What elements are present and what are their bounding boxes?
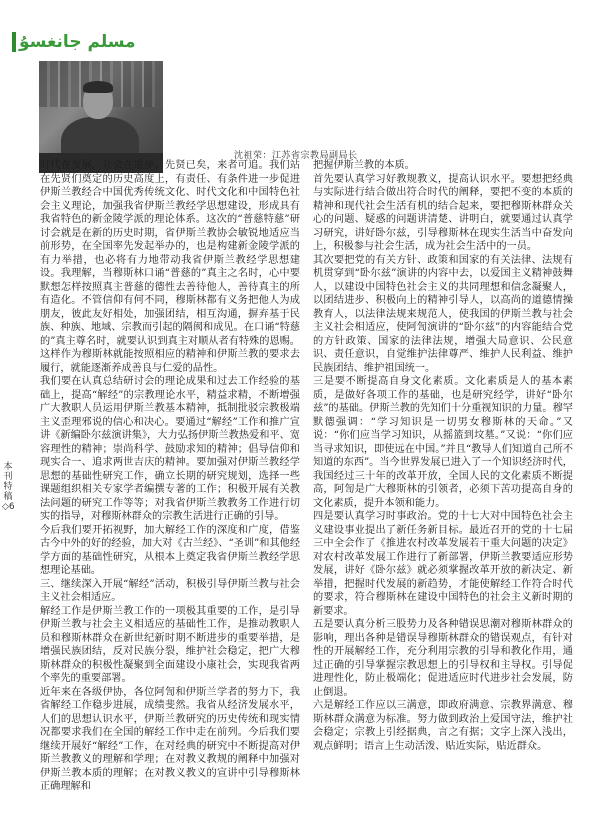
side-page-label: 本刊特稿 ◇6: [2, 462, 15, 512]
paragraph: 三是要不断提高自身文化素质。文化素质是人的基本素质，是做好各项工作的基础，也是研究经学，讲好“卧尔兹”的基础。伊斯兰教的先知们十分重视知识的力量。穆罕默德强调：“学习知识是一切男女穆斯林的天命。”又说：“你们应当学习知识，从摇篮到坟墓。”又说：“你们应当寻求知识，即使远在中国。”并且“教导人们知道自己所不知道的东西”。当今世界发展已进入了一个知识经济时代，我国经过三十年的改革开放，全国人民的文化素质不断提高，阿訇是广大穆斯林的引领者，必须下苦功提高自身的文化素质，提升本领和能力。: [313, 376, 573, 509]
paragraph: 四是要认真学习时事政治。党的十七大对中国特色社会主义建设事业提出了新任务新目标。最近召开的党的十七届三中全会作了《推进农村改革发展若干重大问题的决定》对农村改革发展工作进行了新部署，伊斯兰教要适应形势发展，讲好《卧尔兹》就必须掌握改革开放的新决定、新举措，把握时代发展的新趋势，才能使解经工作符合时代的要求，符合穆斯林在建设中国特色的社会主义新时期的新要求。: [313, 511, 573, 617]
paragraph: 把握伊斯兰教的本质。: [313, 160, 415, 171]
photo-figure-hair: [83, 81, 113, 93]
paragraph: 今后我们要开拓视野，加大解经工作的深度和广度，借鉴古今中外的好的经验，加大对《古兰经》、“圣训”和其他经学方面的基础性研究，从根本上奠定我省伊斯兰教经学思想理论基础。: [40, 524, 300, 576]
paragraph: 近年来在各级伊协，各位阿訇和伊斯兰学者的努力下，我省解经工作稳步进展，成绩斐然。我省从经济发展水平，人们的思想认识水平，伊斯兰教研究的历史传统和现实情况都要求我们在全国的解经工作中走在前列。今后我们要继续开展好“解经”工作，在对经典的研究中不断提高对伊斯兰教教义的理解和学理；在对教义教规的阐释中加强对伊斯兰教本质的理解；在对教义教义的宣讲中引导穆斯林正确理解和: [40, 686, 300, 792]
paragraph: 我们要在认真总结研讨会的理论成果和过去工作经验的基础上，提高“解经”的宗教理论水平，精益求精，不断增强广大教职人员运用伊斯兰教基本精神，抵制批驳宗教极端主义歪理邪说的信心和决心。要通过“解经”工作和推广宣讲《新编卧尔兹演讲集》，大力弘扬伊斯兰教热爱和平、宽容理性的精神；崇尚科学、鼓励求知的精神；倡导信仰和现实合一、追求两世吉庆的精神。要加强对伊斯兰教经学思想的基础性研究工作，确立长期的研究规划，选择一些课题组织相关专家学者编撰专著的工作；积极开展有关教法问题的研究工作等等；对我省伊斯兰教教务工作进行切实的指导，对穆斯林群众的宗教生活进行正确的引导。: [40, 376, 300, 522]
paragraph: 六是解经工作应以三满意，即政府满意、宗教界满意、穆斯林群众满意为标准。努力做到政治上爱国守法，维护社会稳定；宗教上引经据典，言之有据；文字上深入浅出，观点鲜明；语言上生动活泼、贴近实际，贴近群众。: [313, 700, 573, 752]
header-title: مسلم جانغسۇ: [19, 32, 136, 52]
paragraph: 首先要认真学习好教规教义，提高认识水平。要想把经典与实际进行结合做出符合时代的阐释，要把不变的本质的精神和现代社会生活有机的结合起来，要把穆斯林群众关心的问题、疑惑的问题讲清楚、讲明白，就要通过认真学习研究，讲好卧尔兹，引导穆斯林在现实生活当中奋发向上，积极参与社会生活，成为社会生活中的一员。: [313, 173, 573, 252]
section-heading: 三、继续深入开展“解经”活动，积极引导伊斯兰教与社会主义社会相适应。: [40, 578, 300, 603]
paragraph: 其次要把党的有关方针、政策和国家的有关法律、法规有机贯穿到“卧尔兹”演讲的内容中去，以爱国主义精神鼓舞人，以建设中国特色社会主义的共同理想和信念凝聚人，以团结进步、积极向上的精神引导人，以高尚的道德情操教育人，以法律法规来规范人，使我国的伊斯兰教与社会主义社会相适应，使阿訇演讲的“卧尔兹”的内容能结合党的方针政策、国家的法律法规，增强大局意识、公民意识、责任意识，自觉维护法律尊严、维护人民利益、维护民族团结、维护祖国统一。: [313, 254, 573, 374]
paragraph: 时代在发展，社会在进步。先贤已矣，来者可追。我们站在先贤们奠定的历史高度上，有责任、有条件进一步促进伊斯兰教经合中国优秀传统文化、时代文化和中国特色社会主义理论，加强我省伊斯兰教经学思想建设，形成具有我省特色的新金陵学派的理论体系。这次的“普慈特慈”研讨会就是在新的历史时期，省伊斯兰教协会敏锐地适应当前形势，在全国率先发起举办的，也是构建新金陵学派的有力举措，也必将有力地带动我省伊斯兰教经学思想建设。我理解，当穆斯林口诵“普慈的”真主之名时，心中要默想怎样按照真主普慈的德性去善待他人，善待真主的所有造化。不管信仰有何不同，穆斯林都有义务把他人为成朋友，彼此友好相处，加强团结，相互沟通，摒弃基于民族、种族、地域、宗教而引起的隔阂和成见。在口诵“特慈的”真主尊名时，就要认识到真主对顺从者有特殊的恩赐。这样作为穆斯林就能按照相应的精神和伊斯兰教的要求去履行，就能逐渐养成善良与仁爱的品性。: [40, 160, 300, 374]
left-column: [40, 159, 300, 823]
paragraph: 五是要认真分析三股势力及各种错误思潮对穆斯林群众的影响，理出各种是错误导穆斯林群众的错误观点，有针对性的开展解经工作，充分利用宗教的引导和教化作用，通过正确的引导掌握宗教思想上的引导权和主导权。引导促进理性化，防止极端化；促进适应时代进步社会发展，防止倒退。: [313, 619, 573, 698]
paragraph: 解经工作是伊斯兰教工作的一项极其重要的工作，是引导伊斯兰教与社会主义相适应的基础性工作，是推动教职人员和穆斯林群众在新世纪新时期不断进步的重要举措，是增强民族团结，反对民族分裂，维护社会稳定，把广大穆斯林群众的积极性凝聚到全面建设小康社会，实现我省两个率先的重要部署。: [40, 605, 300, 684]
right-column: [313, 159, 573, 823]
author-photo: [39, 61, 163, 173]
header-accent-bar: [12, 32, 16, 52]
page-header: [12, 30, 136, 54]
photo-caption: 沈祖荣：江苏省宗教局副局长: [234, 151, 358, 161]
